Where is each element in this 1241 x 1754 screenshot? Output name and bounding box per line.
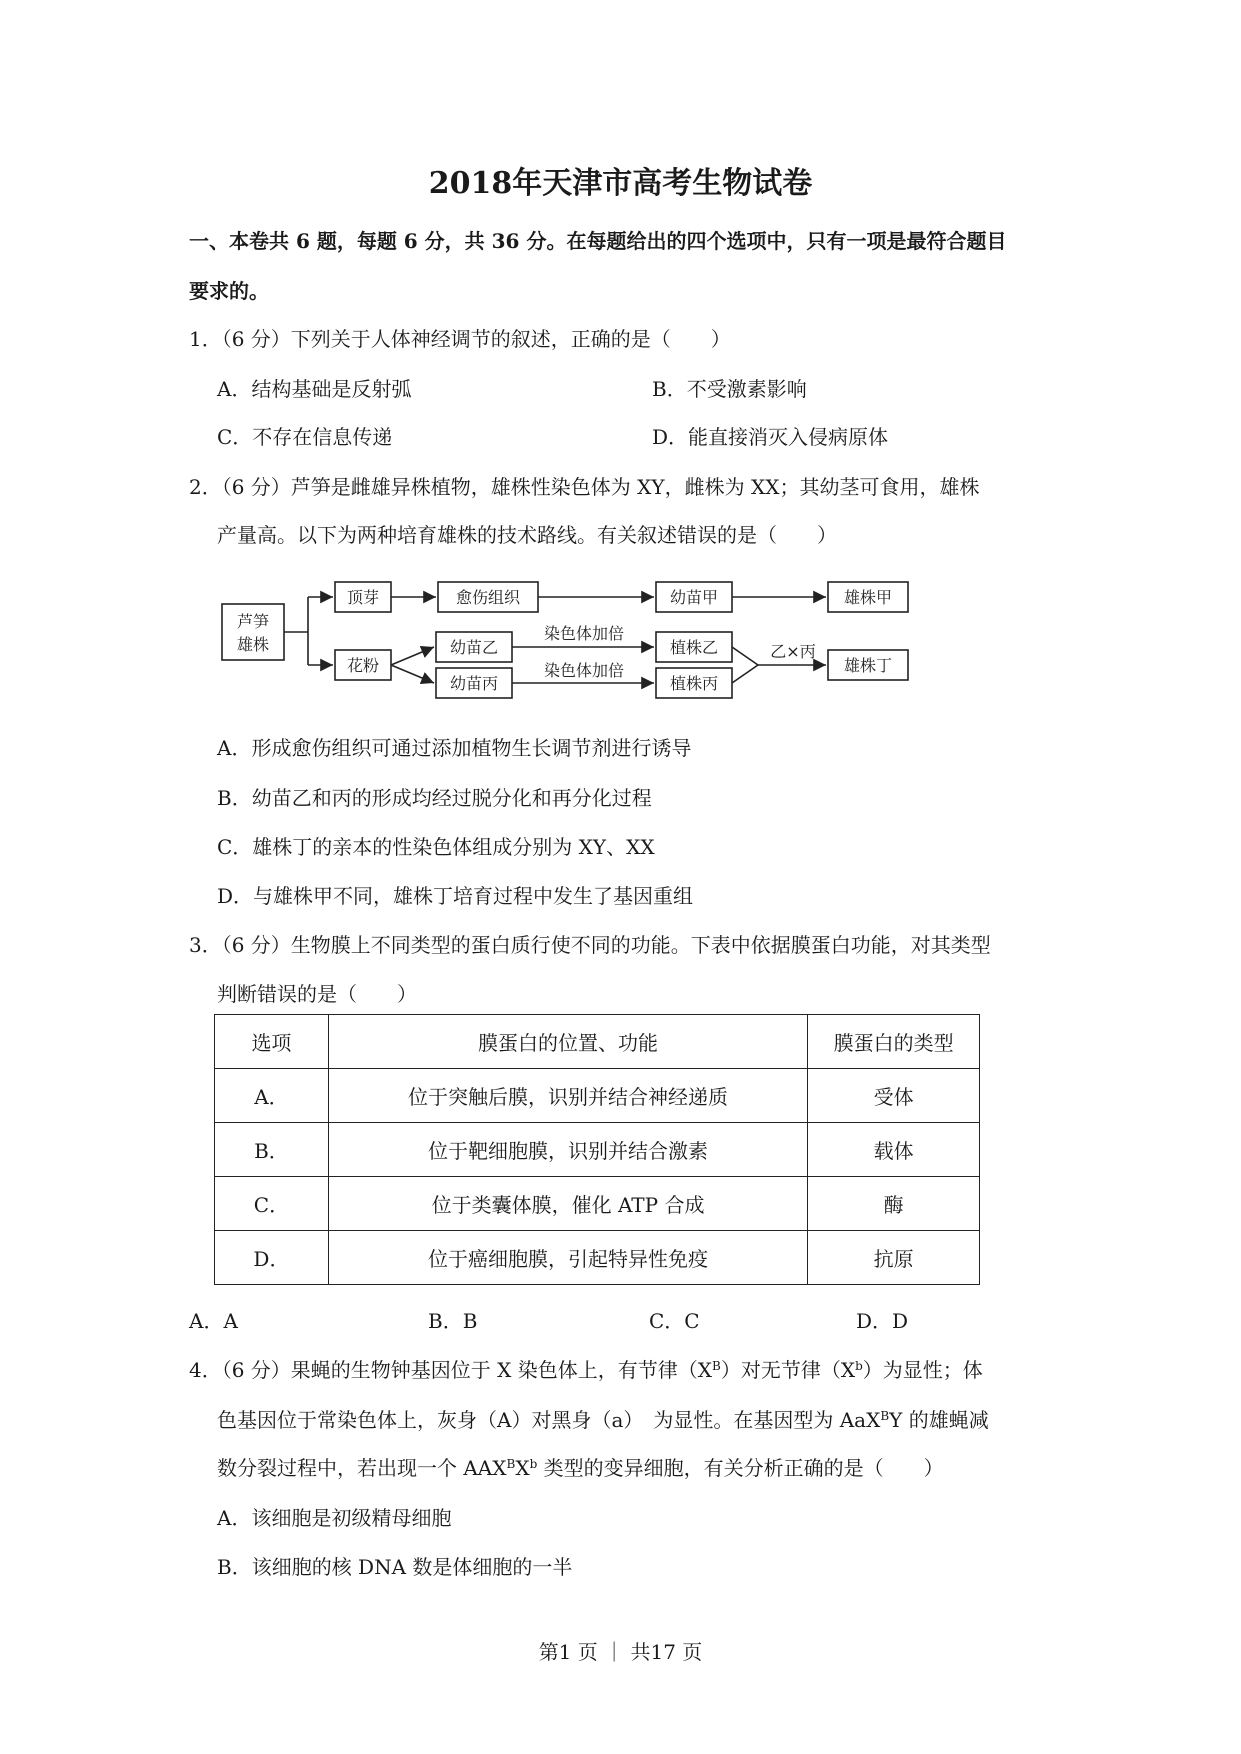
q4-text: ）对无节律（X (720, 1358, 856, 1382)
label-xiongzhu-jia: 雄株甲 (843, 588, 893, 607)
table-cell: 抗原 (808, 1231, 980, 1285)
table-header-cell: 选项 (215, 1015, 329, 1069)
label-start-1: 芦笋 (236, 612, 270, 631)
q4-superscript: b (529, 1457, 538, 1471)
q3-option-d: D．D (856, 1309, 909, 1333)
table-row (215, 1231, 980, 1285)
label-cross: 乙×丙 (770, 642, 816, 661)
q3-option-a: A．A (189, 1309, 238, 1333)
q4-text: Y 的雄蝇减 (889, 1408, 989, 1432)
label-jiabei-2: 染色体加倍 (543, 661, 625, 680)
q2-option-d: D．与雄株甲不同，雄株丁培育过程中发生了基因重组 (217, 884, 694, 908)
q3-option-c: C．C (649, 1309, 700, 1333)
table-row (215, 1069, 980, 1123)
label-start-2: 雄株 (236, 635, 270, 654)
q1-option-d: D．能直接消灭入侵病原体 (652, 425, 889, 449)
page-title: 2018年天津市高考生物试卷 (428, 166, 813, 201)
q4-text: 数分裂过程中，若出现一个 AAX (217, 1456, 507, 1480)
label-youmiao-bing: 幼苗丙 (449, 674, 499, 693)
q2-option-a: A．形成愈伤组织可通过添加植物生长调节剂进行诱导 (217, 736, 692, 760)
q4-text: ）为显性；体 (862, 1358, 983, 1382)
q4-option-b: B．该细胞的核 DNA 数是体细胞的一半 (217, 1555, 573, 1579)
table-cell: 受体 (808, 1069, 980, 1123)
label-zhizhu-bing: 植株丙 (669, 674, 719, 693)
table-cell: A． (215, 1069, 329, 1123)
label-yuchuang: 愈伤组织 (455, 588, 521, 607)
q4-stem-line1 (189, 1358, 983, 1382)
q4-text: 色基因位于常染色体上，灰身（A）对黑身（a） 为显性。在基因型为 AaX (217, 1408, 881, 1432)
q3-stem-line2: 判断错误的是（ ） (217, 982, 417, 1006)
table-header-row (215, 1015, 980, 1069)
q4-text: X (515, 1456, 530, 1480)
table-row (215, 1177, 980, 1231)
q4-option-a: A．该细胞是初级精母细胞 (217, 1506, 452, 1530)
table-cell: 位于靶细胞膜，识别并结合激素 (328, 1123, 807, 1177)
q4-superscript: b (855, 1359, 863, 1373)
q2-option-b: B．幼苗乙和丙的形成均经过脱分化和再分化过程 (217, 786, 652, 810)
q1-option-c: C．不存在信息传递 (217, 425, 393, 449)
label-youmiao-yi: 幼苗乙 (449, 638, 499, 657)
q2-stem-line2: 产量高。以下为两种培育雄株的技术路线。有关叙述错误的是（ ） (217, 523, 837, 547)
table-cell: C． (215, 1177, 329, 1231)
label-dingya: 顶芽 (346, 588, 380, 607)
section-heading-line2: 要求的。 (189, 279, 269, 303)
page-footer: 第1 页 ｜ 共17 页 (538, 1640, 703, 1664)
q4-stem-line3 (217, 1456, 944, 1480)
q4-superscript: B (712, 1359, 721, 1373)
q3-stem-line1: 3．（6 分）生物膜上不同类型的蛋白质行使不同的功能。下表中依据膜蛋白功能，对其类型 (189, 933, 991, 957)
q1-stem: 1．（6 分）下列关于人体神经调节的叙述，正确的是（ ） (189, 327, 731, 351)
q2-stem-line1: 2．（6 分）芦笋是雌雄异株植物，雄株性染色体为 XY，雌株为 XX；其幼茎可食用，雄株 (189, 475, 980, 499)
label-huafen: 花粉 (346, 656, 380, 675)
table-row (215, 1123, 980, 1177)
q4-superscript: B (880, 1409, 890, 1423)
table-cell: 酶 (808, 1177, 980, 1231)
label-jiabei-1: 染色体加倍 (543, 624, 625, 643)
label-xiongzhu-ding: 雄株丁 (843, 656, 893, 675)
label-youmiao-jia: 幼苗甲 (669, 588, 719, 607)
table-cell: 载体 (808, 1123, 980, 1177)
q4-text: 4．（6 分）果蝇的生物钟基因位于 X 染色体上，有节律（X (189, 1358, 712, 1382)
table-cell: 位于突触后膜，识别并结合神经递质 (328, 1069, 807, 1123)
table-cell: D． (215, 1231, 329, 1285)
table-cell: B． (215, 1123, 329, 1177)
q1-option-b: B．不受激素影响 (652, 377, 807, 401)
q3-option-b: B．B (428, 1309, 478, 1333)
table-cell: 位于类囊体膜，催化 ATP 合成 (328, 1177, 807, 1231)
table-header-cell: 膜蛋白的类型 (808, 1015, 980, 1069)
q4-text: 类型的变异细胞，有关分析正确的是（ ） (537, 1456, 944, 1480)
q2-option-c: C．雄株丁的亲本的性染色体组成分别为 XY、XX (217, 835, 655, 859)
table-header-cell: 膜蛋白的位置、功能 (328, 1015, 807, 1069)
breeding-route-diagram (218, 566, 918, 716)
section-heading-line1: 一、本卷共 6 题，每题 6 分，共 36 分。在每题给出的四个选项中，只有一项是最符合题目 (189, 229, 1007, 253)
table-cell: 位于癌细胞膜，引起特异性免疫 (328, 1231, 807, 1285)
label-zhizhu-yi: 植株乙 (669, 638, 719, 657)
q4-stem-line2 (217, 1408, 989, 1432)
q3-table (214, 1014, 980, 1285)
q4-superscript: B (506, 1457, 516, 1471)
q1-option-a: A．结构基础是反射弧 (217, 377, 412, 401)
